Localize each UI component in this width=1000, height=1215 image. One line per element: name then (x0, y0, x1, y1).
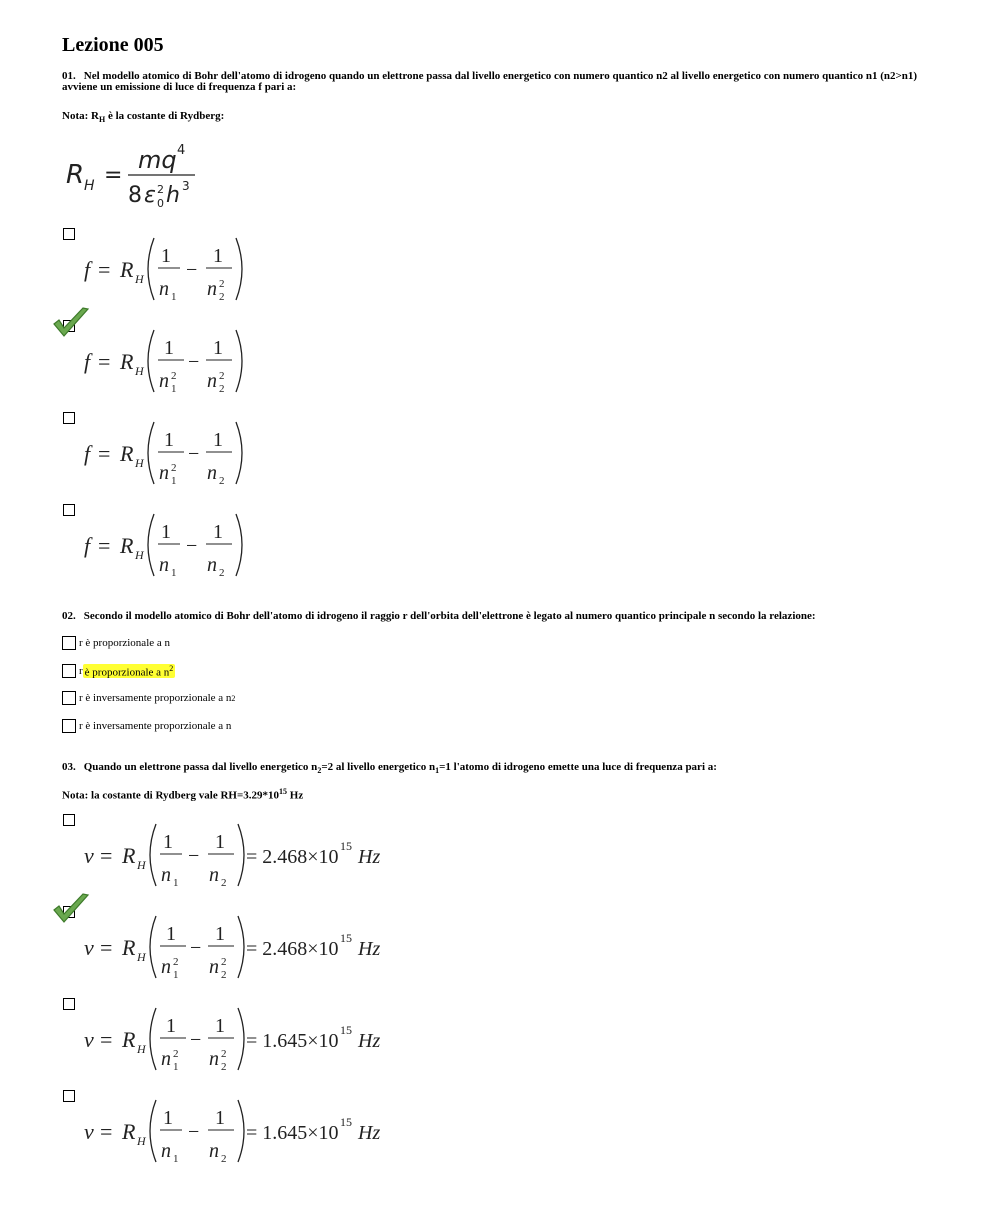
svg-text:= 1.645×10: = 1.645×10 (246, 1030, 339, 1052)
svg-text:2: 2 (219, 278, 225, 290)
question-number: 02. (62, 610, 76, 622)
svg-text:n: n (207, 462, 217, 484)
svg-text:2: 2 (221, 969, 227, 981)
svg-text:H: H (137, 950, 146, 964)
svg-text:n: n (161, 956, 171, 978)
svg-text:2: 2 (173, 956, 179, 968)
svg-text:n: n (159, 554, 169, 576)
svg-text:Hz: Hz (358, 1122, 381, 1144)
svg-text:1: 1 (213, 521, 223, 543)
question-text: Secondo il modello atomico di Bohr dell'atomo di idrogeno il raggio r dell'orbita dell'elettrone è legato al numero quantico principale n secondo la relazione: (83, 610, 816, 622)
svg-text:2: 2 (221, 1153, 227, 1165)
svg-text:2: 2 (219, 291, 225, 303)
svg-text:−: − (186, 259, 198, 281)
svg-text:1: 1 (173, 877, 179, 889)
svg-text:=: = (100, 935, 113, 960)
svg-text:Hz: Hz (358, 938, 381, 960)
svg-text:ν: ν (84, 1119, 94, 1144)
svg-text:2: 2 (221, 877, 227, 889)
svg-text:ε: ε (144, 183, 156, 208)
q1-option-4-checkbox[interactable] (63, 504, 75, 516)
svg-text:8: 8 (128, 183, 142, 208)
svg-text:R: R (122, 935, 136, 960)
svg-text:n: n (209, 864, 219, 886)
svg-text:=: = (98, 349, 111, 374)
svg-text:1: 1 (215, 923, 225, 945)
q1-option-2-formula (82, 324, 252, 398)
svg-text:= 2.468×10: = 2.468×10 (246, 938, 339, 960)
svg-text:1: 1 (171, 475, 177, 487)
svg-text:2: 2 (157, 183, 164, 196)
page-title: Lezione 005 (62, 34, 164, 56)
svg-text:R: R (120, 257, 134, 282)
svg-text:1: 1 (213, 429, 223, 451)
svg-text:n: n (209, 1048, 219, 1070)
q2-option-3-checkbox[interactable] (62, 691, 76, 705)
svg-text:n: n (159, 370, 169, 392)
svg-text:ν: ν (84, 1027, 94, 1052)
q3-option-4-formula (82, 1094, 422, 1168)
svg-text:1: 1 (166, 923, 176, 945)
svg-text:n: n (159, 462, 169, 484)
svg-text:R: R (120, 349, 134, 374)
svg-text:=: = (98, 257, 111, 282)
svg-text:H: H (135, 272, 144, 286)
svg-text:f: f (84, 257, 91, 282)
svg-text:2: 2 (221, 1061, 227, 1073)
svg-text:n: n (209, 956, 219, 978)
svg-text:f: f (84, 533, 91, 558)
svg-text:2: 2 (171, 370, 177, 382)
svg-text:H: H (84, 178, 95, 194)
svg-text:n: n (207, 370, 217, 392)
svg-text:1: 1 (173, 969, 179, 981)
svg-text:Hz: Hz (358, 846, 381, 868)
q2-option-3[interactable]: r è inversamente proporzionale a n 2 (62, 690, 235, 706)
rydberg-formula (62, 140, 222, 210)
svg-text:= 1.645×10: = 1.645×10 (246, 1122, 339, 1144)
svg-text:15: 15 (340, 931, 352, 945)
svg-text:R: R (122, 1119, 136, 1144)
question-1 (62, 71, 942, 93)
svg-text:15: 15 (340, 839, 352, 853)
svg-text:=: = (100, 1027, 113, 1052)
q2-option-4-checkbox[interactable] (62, 719, 76, 733)
q2-option-2[interactable]: r è proporzionale a $n^2$ (62, 663, 175, 679)
svg-text:1: 1 (161, 245, 171, 267)
q2-option-1[interactable]: r è proporzionale a n (62, 635, 170, 651)
q1-option-3-formula (82, 416, 252, 490)
question-2 (62, 611, 942, 622)
svg-text:R: R (122, 1027, 136, 1052)
q1-option-3-checkbox[interactable] (63, 412, 75, 424)
svg-text:2: 2 (221, 956, 227, 968)
svg-text:H: H (135, 456, 144, 470)
svg-text:−: − (186, 535, 198, 557)
svg-text:0: 0 (157, 197, 164, 210)
svg-text:R: R (122, 843, 136, 868)
q1-option-1-formula (82, 232, 252, 306)
svg-text:3: 3 (182, 179, 190, 193)
q3-option-1-checkbox[interactable] (63, 814, 75, 826)
svg-text:1: 1 (215, 831, 225, 853)
q1-option-1-checkbox[interactable] (63, 228, 75, 240)
svg-text:H: H (135, 548, 144, 562)
svg-text:−: − (188, 1121, 200, 1143)
svg-text:1: 1 (171, 567, 177, 579)
svg-text:2: 2 (221, 1048, 227, 1060)
svg-text:1: 1 (215, 1015, 225, 1037)
svg-text:4: 4 (177, 143, 186, 158)
svg-text:1: 1 (213, 337, 223, 359)
svg-text:15: 15 (340, 1115, 352, 1129)
svg-text:H: H (135, 364, 144, 378)
svg-text:1: 1 (164, 337, 174, 359)
q2-option-1-checkbox[interactable] (62, 636, 76, 650)
q2-option-4[interactable]: r è inversamente proporzionale a n (62, 718, 231, 734)
svg-text:R: R (120, 441, 134, 466)
q3-option-1-formula (82, 818, 422, 892)
svg-text:2: 2 (171, 462, 177, 474)
svg-text:2: 2 (173, 1048, 179, 1060)
svg-text:1: 1 (166, 1015, 176, 1037)
q3-option-2-formula (82, 910, 422, 984)
svg-text:n: n (207, 554, 217, 576)
svg-text:H: H (137, 1042, 146, 1056)
svg-text:1: 1 (163, 1107, 173, 1129)
svg-text:R: R (120, 533, 134, 558)
svg-text:−: − (188, 443, 200, 465)
svg-text:mq: mq (138, 146, 177, 174)
svg-text:=: = (98, 533, 111, 558)
svg-text:n: n (161, 1048, 171, 1070)
svg-text:2: 2 (219, 475, 225, 487)
svg-text:=: = (100, 1119, 113, 1144)
svg-text:n: n (209, 1140, 219, 1162)
svg-text:1: 1 (173, 1153, 179, 1165)
svg-text:n: n (207, 278, 217, 300)
q3-option-3-formula (82, 1002, 422, 1076)
question-number: 03. (62, 761, 76, 773)
svg-text:h: h (166, 183, 180, 208)
svg-text:−: − (190, 937, 202, 959)
q1-option-4-formula (82, 508, 252, 582)
svg-text:n: n (161, 864, 171, 886)
svg-text:H: H (137, 1134, 146, 1148)
svg-text:1: 1 (164, 429, 174, 451)
svg-text:=: = (98, 441, 111, 466)
svg-text:1: 1 (213, 245, 223, 267)
svg-text:n: n (161, 1140, 171, 1162)
svg-text:1: 1 (171, 291, 177, 303)
svg-text:−: − (190, 1029, 202, 1051)
svg-text:−: − (188, 845, 200, 867)
question-1-note: Nota: $R_H$ è la costante di Rydberg: (62, 110, 225, 125)
svg-text:f: f (84, 349, 91, 374)
svg-text:1: 1 (173, 1061, 179, 1073)
svg-text:2: 2 (219, 383, 225, 395)
svg-text:H: H (137, 858, 146, 872)
svg-text:15: 15 (340, 1023, 352, 1037)
q3-option-3-checkbox[interactable] (63, 998, 75, 1010)
svg-text:1: 1 (161, 521, 171, 543)
svg-text:=: = (104, 163, 123, 188)
svg-text:f: f (84, 441, 91, 466)
svg-text:1: 1 (163, 831, 173, 853)
svg-text:= 2.468×10: = 2.468×10 (246, 846, 339, 868)
svg-text:n: n (159, 278, 169, 300)
question-3: 03. Quando un elettrone passa dal livello energetico $n_2=2$ al livello energetico $n_1=1$ l'atomo di idrogeno emette una luce di frequenza pari a: (62, 761, 717, 776)
question-number: 01. (62, 70, 76, 82)
svg-text:1: 1 (215, 1107, 225, 1129)
svg-text:2: 2 (219, 567, 225, 579)
q3-option-4-checkbox[interactable] (63, 1090, 75, 1102)
svg-text:R: R (66, 160, 85, 190)
question-3-note: Nota: la costante di Rydberg vale $RH=3.29*10^{15}$ Hz (62, 787, 304, 802)
highlighted-answer: è proporzionale a $n^2$ (84, 663, 174, 679)
svg-text:Hz: Hz (358, 1030, 381, 1052)
q2-option-2-checkbox[interactable] (62, 664, 76, 678)
svg-text:ν: ν (84, 843, 94, 868)
svg-text:−: − (188, 351, 200, 373)
svg-text:ν: ν (84, 935, 94, 960)
svg-text:1: 1 (171, 383, 177, 395)
svg-text:=: = (100, 843, 113, 868)
svg-text:2: 2 (219, 370, 225, 382)
question-text: Nel modello atomico di Bohr dell'atomo di idrogeno quando un elettrone passa dal livello energetico con numero quantico n2 al livello energetico con numero quantico n1 (n2>n1) avviene un emissione di luce di frequenza f pari a: (62, 70, 918, 93)
